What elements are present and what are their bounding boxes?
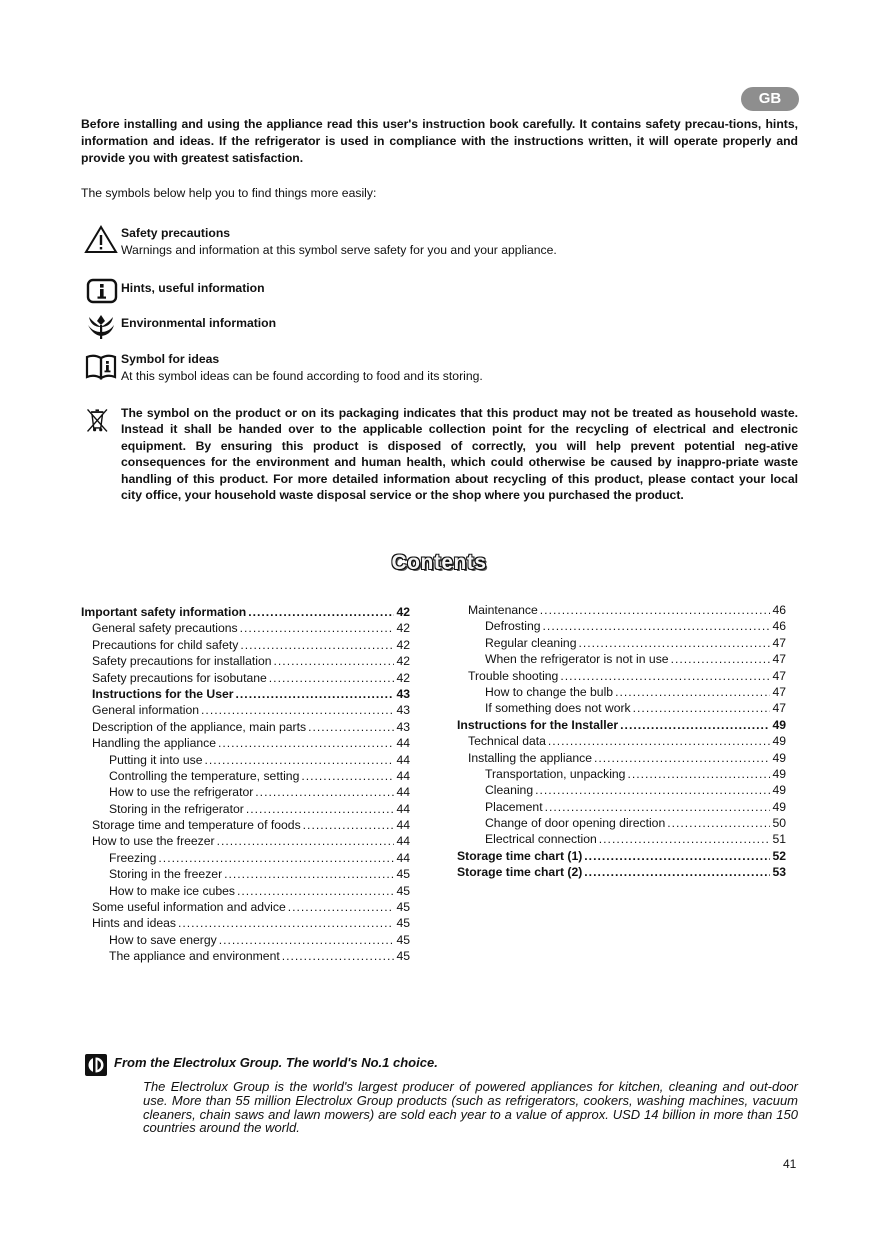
toc-leader-dots [594, 750, 770, 766]
toc-entry [457, 831, 786, 847]
toc-entry-label: Change of door opening direction [485, 816, 666, 831]
toc-entry-page: 50 [772, 816, 786, 831]
toc-entry [81, 801, 410, 817]
toc-entry [81, 784, 410, 800]
toc-leader-dots [237, 883, 394, 899]
toc-entry [81, 915, 410, 931]
toc-leader-dots [308, 719, 394, 735]
toc-entry-label: Freezing [109, 850, 157, 865]
toc-entry-label: Putting it into use [109, 752, 203, 767]
toc-leader-dots [236, 686, 395, 702]
symbol-hints [84, 280, 798, 306]
toc-entry-label: Installing the appliance [468, 750, 592, 765]
toc-entry-label: Instructions for the Installer [457, 717, 619, 732]
toc-entry-label: Storing in the refrigerator [109, 801, 244, 816]
toc-leader-dots [217, 833, 395, 849]
toc-entry-label: How to save energy [109, 932, 217, 947]
toc-entry [457, 815, 786, 831]
toc-entry-page: 42 [396, 605, 410, 619]
language-badge: GB [741, 87, 799, 111]
toc-entry-label: The appliance and environment [109, 949, 280, 964]
toc-leader-dots [627, 766, 770, 782]
toc-entry-label: Some useful information and advice [92, 900, 286, 915]
toc-entry-page: 44 [396, 785, 410, 800]
toc-entry-page: 42 [396, 654, 410, 669]
toc-entry-page: 45 [396, 949, 410, 964]
environment-flower-icon [84, 311, 118, 341]
toc-entry-page: 45 [396, 867, 410, 882]
toc-leader-dots [615, 684, 770, 700]
intro-paragraph: Before installing and using the appliance read this user's instruction book carefully. It contains safety precau-tions, hints, information and ideas. If the refrigerator is used in compliance with the instructions written, it will operate properly and provide you with greatest satisfaction. [81, 117, 798, 165]
toc-entry-label: Hints and ideas [92, 916, 177, 931]
toc-leader-dots [633, 700, 771, 716]
toc-entry [81, 768, 410, 784]
symbol-description: Warnings and information at this symbol serve safety for you and your appliance. [121, 242, 557, 257]
toc-entry-label: How to use the refrigerator [109, 785, 254, 800]
toc-entry-page: 49 [772, 750, 786, 765]
toc-entry [457, 799, 786, 815]
toc-entry [457, 602, 786, 618]
toc-entry [457, 864, 786, 880]
toc-entry [81, 817, 410, 833]
toc-entry-label: Important safety information [81, 605, 247, 619]
toc-entry-page: 44 [396, 736, 410, 751]
weee-notice [84, 405, 798, 521]
toc-entry [457, 717, 786, 733]
toc-leader-dots [240, 637, 394, 653]
info-icon [84, 277, 118, 307]
toc-left-column [81, 604, 410, 965]
toc-leader-dots [282, 948, 395, 964]
toc-entry [457, 618, 786, 634]
toc-entry-label: Storage time chart (1) [457, 848, 583, 863]
toc-entry-page: 44 [396, 834, 410, 849]
toc-entry-page: 44 [396, 801, 410, 816]
toc-leader-dots [560, 668, 770, 684]
toc-entry-page: 47 [772, 701, 786, 716]
toc-entry-label: Storage time chart (2) [457, 865, 583, 880]
toc-entry [81, 686, 410, 702]
toc-leader-dots [620, 717, 770, 733]
toc-entry-page: 44 [396, 850, 410, 865]
toc-leader-dots [246, 801, 395, 817]
toc-entry [457, 684, 786, 700]
toc-leader-dots [303, 817, 395, 833]
toc-entry-label: Safety precautions for isobutane [92, 670, 267, 685]
symbol-title: Symbol for ideas [121, 352, 220, 366]
toc-entry-page: 42 [396, 670, 410, 685]
toc-entry-page: 49 [772, 799, 786, 814]
symbol-description: At this symbol ideas can be found according to food and its storing. [121, 368, 483, 383]
toc-entry-page: 46 [772, 619, 786, 634]
toc-entry-label: Description of the appliance, main parts [92, 719, 307, 734]
toc-entry-label: Transportation, unpacking [485, 766, 626, 781]
toc-entry [81, 653, 410, 669]
toc-entry [81, 899, 410, 915]
toc-entry [457, 651, 786, 667]
symbol-title: Hints, useful information [121, 281, 265, 295]
toc-entry [81, 719, 410, 735]
toc-entry-page: 42 [396, 621, 410, 636]
toc-leader-dots [671, 651, 771, 667]
toc-entry-page: 45 [396, 900, 410, 915]
toc-entry-page: 47 [772, 635, 786, 650]
contents-title: Contents [391, 551, 487, 574]
toc-entry [81, 866, 410, 882]
toc-entry-page: 43 [396, 703, 410, 718]
warning-triangle-icon [84, 225, 118, 255]
toc-leader-dots [269, 670, 395, 686]
toc-leader-dots [158, 850, 394, 866]
toc-entry [457, 700, 786, 716]
toc-entry [457, 782, 786, 798]
toc-entry-page: 44 [396, 818, 410, 833]
page-number: 41 [783, 1157, 797, 1171]
toc-entry-label: General information [92, 703, 200, 718]
toc-leader-dots [224, 866, 394, 882]
toc-entry [81, 702, 410, 718]
toc-entry [81, 637, 410, 653]
toc-entry-label: How to use the freezer [92, 834, 215, 849]
toc-leader-dots [219, 932, 395, 948]
electrolux-logo-icon [85, 1054, 107, 1076]
toc-leader-dots [584, 848, 770, 864]
toc-entry [457, 766, 786, 782]
toc-entry-page: 51 [772, 832, 786, 847]
footer-heading: From the Electrolux Group. The world's No.1 choice. [114, 1055, 438, 1070]
toc-entry [81, 850, 410, 866]
toc-entry-label: Instructions for the User [92, 686, 234, 701]
toc-entry [81, 833, 410, 849]
toc-entry-label: Controlling the temperature, setting [109, 768, 300, 783]
toc-leader-dots [274, 653, 395, 669]
toc-entry-label: Technical data [468, 734, 546, 749]
symbol-title: Environmental information [121, 316, 277, 330]
toc-leader-dots [535, 782, 770, 798]
toc-entry-page: 49 [772, 766, 786, 781]
toc-entry [457, 848, 786, 864]
toc-leader-dots [248, 604, 394, 620]
symbols-lead-text: The symbols below help you to find things more easily: [81, 186, 377, 200]
toc-leader-dots [205, 752, 395, 768]
toc-entry [457, 668, 786, 684]
toc-entry [81, 620, 410, 636]
toc-entry-page: 42 [396, 637, 410, 652]
crossed-bin-icon [84, 405, 114, 435]
toc-leader-dots [255, 784, 394, 800]
toc-leader-dots [667, 815, 770, 831]
toc-leader-dots [178, 915, 394, 931]
toc-entry [81, 883, 410, 899]
toc-entry-label: Precautions for child safety [92, 637, 239, 652]
toc-entry [457, 635, 786, 651]
toc-entry-label: If something does not work [485, 701, 631, 716]
toc-entry-page: 52 [772, 848, 786, 863]
toc-entry-label: Regular cleaning [485, 635, 577, 650]
symbol-ideas [84, 351, 798, 385]
toc-entry-label: Cleaning [485, 783, 534, 798]
toc-entry [81, 670, 410, 686]
toc-entry-label: Defrosting [485, 619, 541, 634]
toc-entry-page: 47 [772, 668, 786, 683]
toc-leader-dots [584, 864, 770, 880]
symbol-safety-precautions [84, 225, 798, 259]
toc-entry [81, 948, 410, 964]
toc-leader-dots [548, 733, 771, 749]
toc-leader-dots [301, 768, 394, 784]
symbol-title: Safety precautions [121, 226, 231, 240]
toc-entry-label: How to change the bulb [485, 684, 614, 699]
toc-entry-page: 47 [772, 652, 786, 667]
toc-entry-page: 43 [396, 686, 410, 701]
toc-entry-label: How to make ice cubes [109, 883, 235, 898]
toc-entry-label: General safety precautions [92, 621, 238, 636]
toc-right-column [457, 602, 786, 881]
toc-entry-label: Safety precautions for installation [92, 654, 272, 669]
toc-entry [81, 752, 410, 768]
toc-entry-page: 43 [396, 719, 410, 734]
toc-entry-page: 45 [396, 916, 410, 931]
toc-leader-dots [599, 831, 771, 847]
toc-entry-page: 44 [396, 768, 410, 783]
toc-entry [81, 932, 410, 948]
open-book-icon [84, 351, 118, 381]
toc-entry-label: When the refrigerator is not in use [485, 652, 669, 667]
toc-entry-label: Storing in the freezer [109, 867, 223, 882]
toc-leader-dots [288, 899, 395, 915]
toc-leader-dots [540, 602, 771, 618]
symbol-environmental [84, 315, 798, 341]
toc-entry-label: Handling the appliance [92, 736, 216, 751]
weee-text: The symbol on the product or on its packaging indicates that this product may not be treated as household waste. Instead it shall be handed over to the applicable collection point for the recycling of electrical and electronic equipment. By ensuring this product is disposed of correctly, you will help prevent potential neg-ative consequences for the environment and human health, which could otherwise be caused by inappro-priate waste handling of this product. For more detailed information about recycling of this product, please contact your local city office, your household waste disposal service or the shop where you purchased the product. [121, 406, 798, 503]
toc-entry-page: 49 [772, 783, 786, 798]
toc-entry-page: 49 [772, 734, 786, 749]
toc-entry-page: 45 [396, 883, 410, 898]
toc-entry-label: Trouble shooting [468, 668, 559, 683]
toc-leader-dots [240, 620, 395, 636]
toc-leader-dots [545, 799, 771, 815]
toc-entry-page: 44 [396, 752, 410, 767]
toc-entry-page: 53 [772, 865, 786, 880]
toc-leader-dots [201, 702, 394, 718]
toc-entry-label: Maintenance [468, 603, 538, 617]
toc-entry-label: Storage time and temperature of foods [92, 818, 301, 833]
footer-body: The Electrolux Group is the world's largest producer of powered appliances for kitchen, cleaning and out-door use. More than 55 million Electrolux Group products (such as refrigerators, cookers, washing machines, vacuum cleaners, chain saws and lawn mowers) are sold each year to a value of approx. USD 14 billion in more than 150 countries around the world. [143, 1079, 798, 1136]
toc-entry-label: Placement [485, 799, 543, 814]
toc-entry-page: 45 [396, 932, 410, 947]
toc-entry-page: 46 [772, 603, 786, 617]
toc-leader-dots [578, 635, 770, 651]
toc-entry-page: 49 [772, 717, 786, 732]
toc-leader-dots [218, 735, 394, 751]
toc-leader-dots [543, 618, 771, 634]
toc-entry [81, 604, 410, 620]
toc-entry-page: 47 [772, 684, 786, 699]
toc-entry [457, 750, 786, 766]
toc-entry [457, 733, 786, 749]
toc-entry-label: Electrical connection [485, 832, 597, 847]
toc-entry [81, 735, 410, 751]
